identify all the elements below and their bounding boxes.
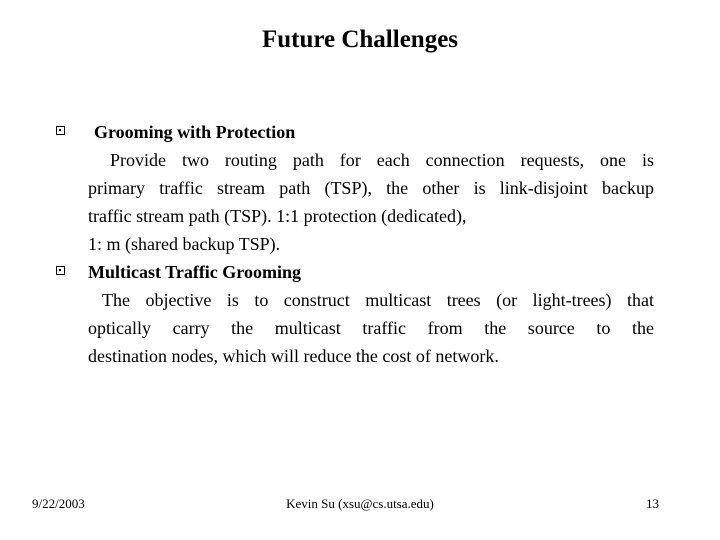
body-line: traffic stream path (TSP). 1:1 protection (dedicated), — [88, 206, 467, 226]
bullet-item-multicast-traffic-grooming — [0, 258, 720, 370]
bullet-item-grooming-with-protection — [0, 118, 720, 258]
body-line: 1: m (shared backup TSP). — [88, 234, 281, 254]
bullet-heading: Multicast Traffic Grooming — [88, 262, 301, 282]
body-line: primary traffic stream path (TSP), the other is link-disjoint backup — [88, 178, 654, 198]
footer-date: 9/22/2003 — [32, 496, 85, 511]
body-line: Provide two routing path for each connection requests, one is — [110, 150, 654, 170]
slide-title: Future Challenges — [261, 26, 459, 53]
slide-content — [0, 118, 720, 370]
square-bullet-icon — [56, 126, 65, 135]
square-bullet-icon — [56, 266, 65, 275]
footer-author: Kevin Su (xsu@cs.utsa.edu) — [286, 496, 434, 511]
body-line: optically carry the multicast traffic from the source to the — [88, 318, 654, 338]
bullet-body — [88, 286, 654, 370]
body-line: The objective is to construct multicast trees (or light-trees) that — [102, 290, 654, 310]
body-line: destination nodes, which will reduce the cost of network. — [88, 346, 499, 366]
page-number: 13 — [646, 496, 659, 511]
bullet-heading: Grooming with Protection — [94, 122, 296, 142]
bullet-body — [88, 146, 654, 258]
